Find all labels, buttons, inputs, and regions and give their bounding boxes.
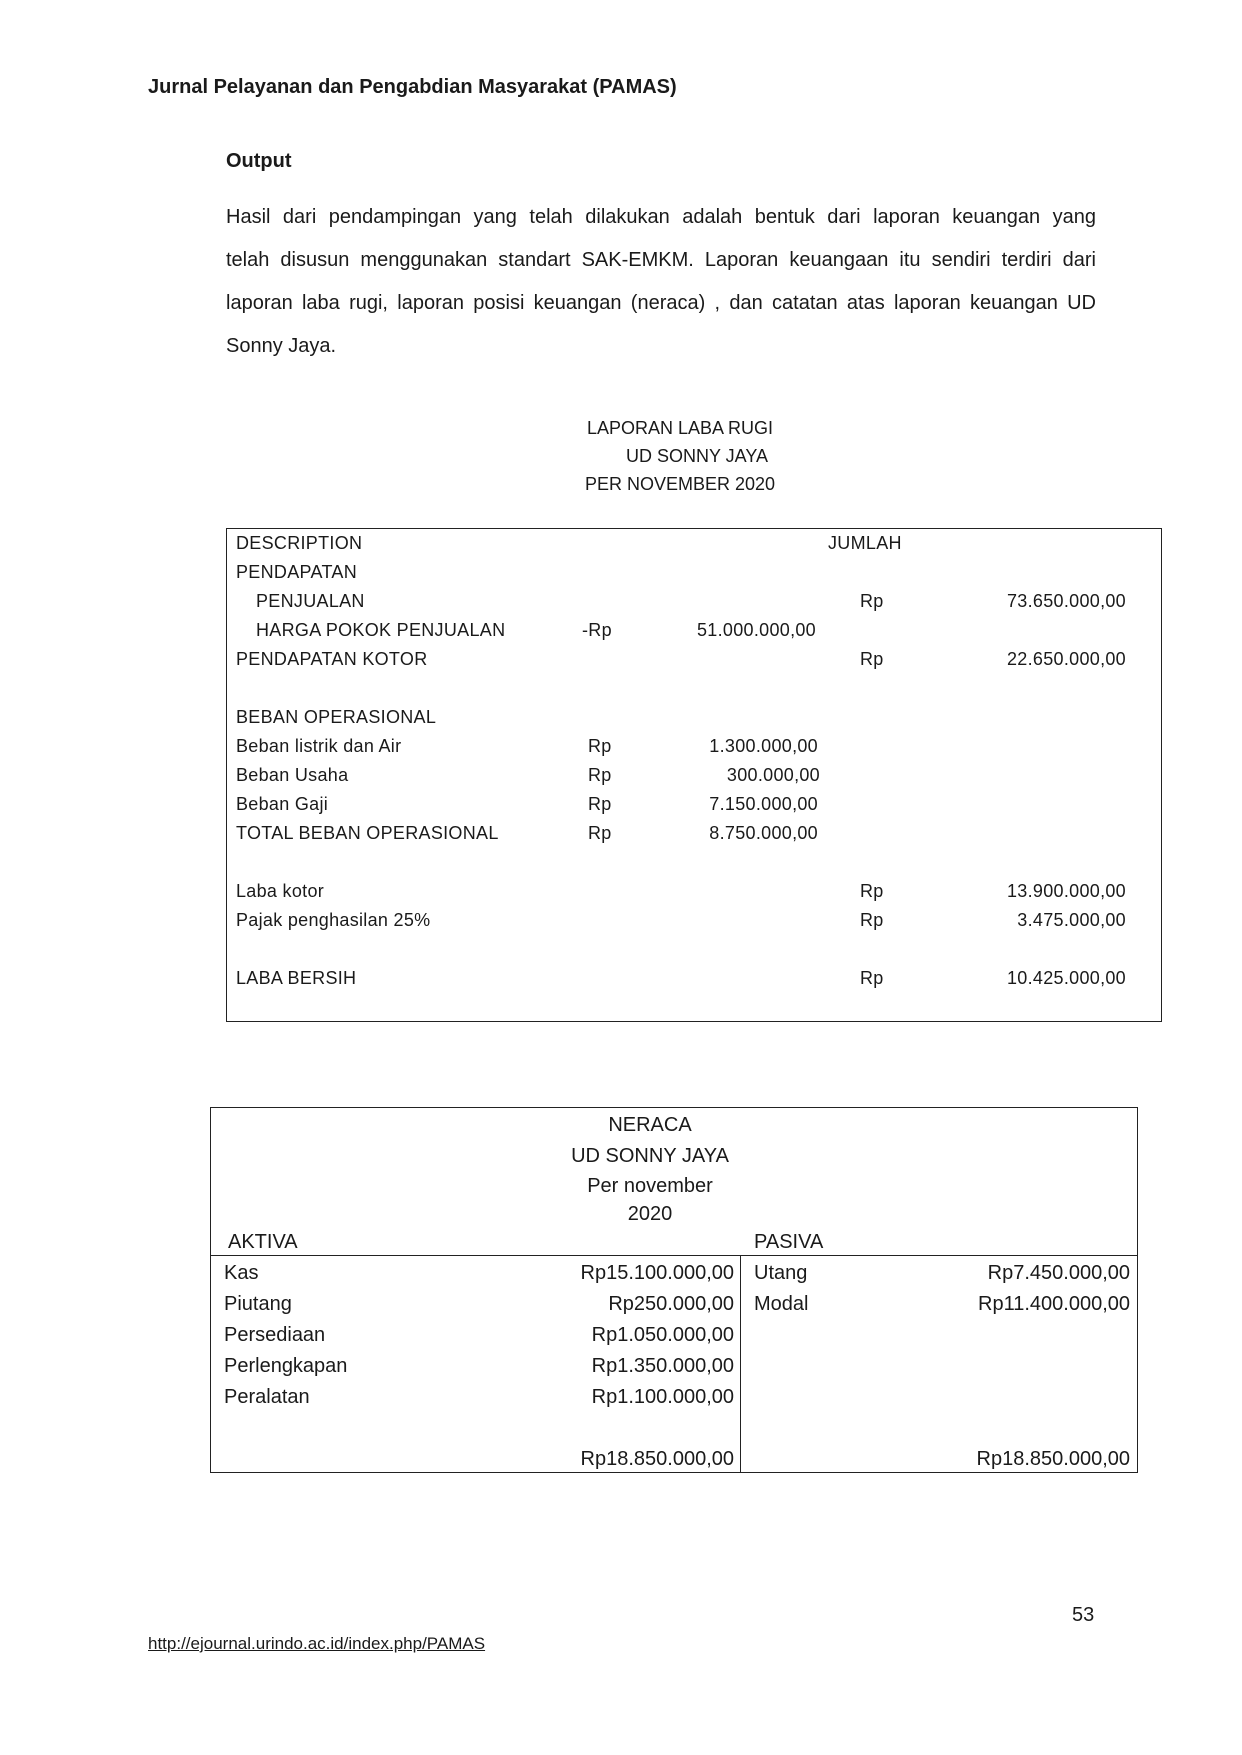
- aktiva-item-label: Persediaan: [224, 1324, 326, 1346]
- income-statement-period: PER NOVEMBER 2020: [584, 474, 776, 494]
- row-amount-2: 22.650.000,00: [1006, 649, 1126, 669]
- row-currency-2: Rp: [860, 591, 884, 611]
- balance-sheet-company: UD SONNY JAYA: [571, 1145, 729, 1167]
- aktiva-item-value: Rp1.350.000,00: [591, 1355, 734, 1377]
- row-label: PENJUALAN: [256, 591, 365, 611]
- row-currency-2: Rp: [860, 649, 884, 669]
- section-heading: Output: [226, 150, 292, 172]
- row-currency-1: Rp: [588, 736, 612, 756]
- pasiva-total: Rp18.850.000,00: [976, 1448, 1130, 1470]
- row-currency-2: Rp: [860, 968, 884, 988]
- balance-sheet-title: NERACA: [608, 1114, 692, 1136]
- row-label: Beban Usaha: [236, 765, 349, 785]
- paragraph-line: Hasil dari pendampingan yang telah dilakukan adalah bentuk dari laporan keuangan yang: [226, 206, 1096, 228]
- row-label: BEBAN OPERASIONAL: [236, 707, 437, 727]
- balance-sheet-period: Per november: [587, 1175, 713, 1197]
- aktiva-item-value: Rp250.000,00: [608, 1293, 734, 1315]
- row-amount-1: 51.000.000,00: [696, 620, 816, 640]
- row-amount-1: 300.000,00: [726, 765, 820, 785]
- paragraph-line: laporan laba rugi, laporan posisi keuangan (neraca) , dan catatan atas laporan keuangan UD: [226, 292, 1096, 314]
- row-label: Beban Gaji: [236, 794, 329, 814]
- row-amount-2: 3.475.000,00: [1017, 910, 1126, 930]
- row-label: TOTAL BEBAN OPERASIONAL: [236, 823, 499, 843]
- col-description-header: DESCRIPTION: [236, 533, 363, 553]
- row-currency-1: Rp: [588, 794, 612, 814]
- aktiva-total: Rp18.850.000,00: [580, 1448, 734, 1470]
- paragraph-line: Sonny Jaya.: [226, 335, 337, 357]
- balance-sheet-divider: [210, 1255, 1138, 1256]
- row-amount-1: 8.750.000,00: [709, 823, 818, 843]
- balance-sheet-column-divider: [740, 1255, 741, 1473]
- row-currency-2: Rp: [860, 881, 884, 901]
- row-currency-1: -Rp: [582, 620, 612, 640]
- row-label: Pajak penghasilan 25%: [236, 910, 431, 930]
- row-label: LABA BERSIH: [236, 968, 357, 988]
- row-label: PENDAPATAN: [236, 562, 358, 582]
- row-currency-2: Rp: [860, 910, 884, 930]
- row-amount-2: 10.425.000,00: [1006, 968, 1126, 988]
- aktiva-item-label: Piutang: [224, 1293, 292, 1315]
- pasiva-item-value: Rp11.400.000,00: [978, 1293, 1130, 1315]
- row-amount-2: 73.650.000,00: [1006, 591, 1126, 611]
- pasiva-item-label: Modal: [754, 1293, 809, 1315]
- pasiva-item-label: Utang: [754, 1262, 808, 1284]
- col-jumlah-header: JUMLAH: [828, 533, 902, 553]
- aktiva-item-label: Peralatan: [224, 1386, 310, 1408]
- aktiva-item-value: Rp1.100.000,00: [591, 1386, 734, 1408]
- income-statement-title: LAPORAN LABA RUGI: [586, 418, 774, 438]
- row-currency-1: Rp: [588, 823, 612, 843]
- row-currency-1: Rp: [588, 765, 612, 785]
- journal-title: Jurnal Pelayanan dan Pengabdian Masyarakat (PAMAS): [148, 76, 677, 98]
- row-label: Laba kotor: [236, 881, 325, 901]
- pasiva-item-value: Rp7.450.000,00: [987, 1262, 1130, 1284]
- pasiva-header: PASIVA: [754, 1231, 824, 1253]
- row-label: Beban listrik dan Air: [236, 736, 402, 756]
- page-number: 53: [1072, 1604, 1095, 1626]
- paragraph-line: telah disusun menggunakan standart SAK-EMKM. Laporan keuangaan itu sendiri terdiri dari: [226, 249, 1096, 271]
- journal-url-link[interactable]: http://ejournal.urindo.ac.id/index.php/PAMAS: [148, 1634, 486, 1653]
- row-label: HARGA POKOK PENJUALAN: [256, 620, 506, 640]
- row-label: PENDAPATAN KOTOR: [236, 649, 428, 669]
- aktiva-header: AKTIVA: [228, 1231, 298, 1253]
- row-amount-1: 1.300.000,00: [709, 736, 818, 756]
- balance-sheet-year: 2020: [627, 1203, 673, 1225]
- aktiva-item-label: Perlengkapan: [224, 1355, 348, 1377]
- aktiva-item-value: Rp1.050.000,00: [591, 1324, 734, 1346]
- row-amount-2: 13.900.000,00: [1006, 881, 1126, 901]
- aktiva-item-value: Rp15.100.000,00: [580, 1262, 734, 1284]
- aktiva-item-label: Kas: [224, 1262, 259, 1284]
- row-amount-1: 7.150.000,00: [709, 794, 818, 814]
- body-paragraph: [226, 196, 1096, 368]
- income-statement-company: UD SONNY JAYA: [625, 446, 769, 466]
